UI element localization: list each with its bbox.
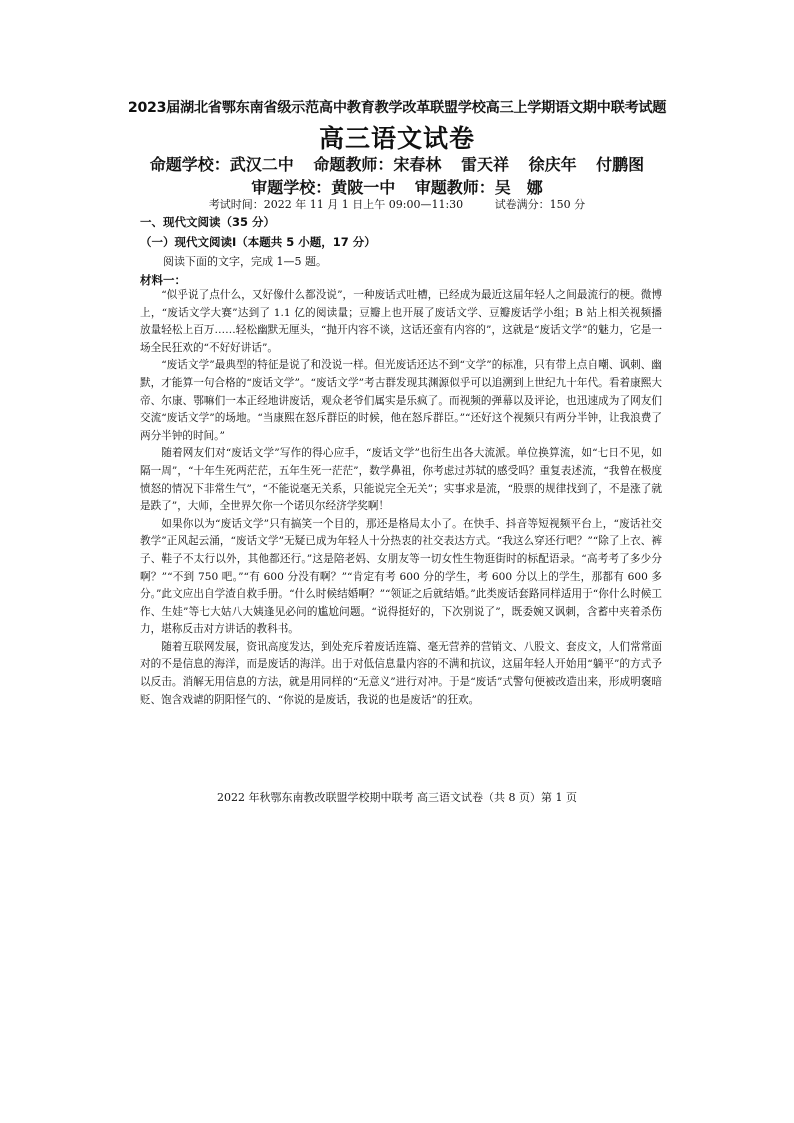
exam-info bbox=[0, 196, 794, 212]
setter-line bbox=[0, 152, 794, 175]
paragraph-4: 如果你以为“废话文学”只有搞笑一个目的，那还是格局太小了。在快手、抖音等短视频平台上，“废话社交教学”正风起云涌，“废话文学”无疑已成为年轻人十分热衷的社交表达方式。“我这么穿还行吧？”“除了上衣、裤子、鞋子不太行以外，其他都还行。”这是陪老妈、女朋友等一切女性生物逛街时的标配语录。“高考考了多少分啊？”“不到 750 吧。”“有 600 分没有啊？”“肯定有考 600 分的学生，考 600 分以上的学生，那都有 600 多分。”此文应出自学渣自救手册。“什么时候结婚啊？”“领证之后就结婚。”此类废话套路同样适用于“你什么时候工作、生娃”等七大姑八大姨逢见必问的尴尬问题。“说得挺好的，下次别说了”，既委婉又讽刺，含蓄中夹着杀伤力，堪称反击对方讲话的教科书。 bbox=[140, 517, 662, 636]
paragraph-3: 随着网友们对“废话文学”写作的得心应手，“废话文学”也衍生出各大流派。单位换算流，如“七日不见，如隔一周”，“十年生死两茫茫，五年生死一茫茫”，数学鼻祖，你考虑过苏轼的感受吗？重复表述流，“我曾在极度愤怒的情况下非常生气”，“不能说毫无关系，只能说完全无关”；实事求是流，“股票的规律找到了，不是涨了就是跌了”，大师，全世界欠你一个诺贝尔经济学奖啊！ bbox=[140, 447, 662, 513]
full-score: 试卷满分：150 分 bbox=[494, 198, 586, 211]
setter-teacher-4: 付鹏图 bbox=[596, 155, 645, 174]
setter-teacher-3: 徐庆年 bbox=[528, 155, 577, 174]
setter-school: 命题学校：武汉二中 bbox=[149, 155, 294, 174]
paragraph-1: “似乎说了点什么，又好像什么都没说”，一种废话式吐槽，已经成为最近这届年轻人之间最流行的梗。微博上，“废话文学大赛”达到了 1.1 亿的阅读量；豆瓣上也开展了废话文学、豆瓣废话学小组；B 站上相关视频播放量轻松上百万……轻松幽默无厘头，“抛开内容不谈，这话还蛮有内容的”，这就是“废话文学”的魅力，它是一场全民狂欢的“不好好讲话”。 bbox=[140, 289, 662, 354]
paragraph-5: 随着互联网发展，资讯高度发达，到处充斥着废话连篇、毫无营养的营销文、八股文、套皮文，人们常常面对的不是信息的海洋，而是废话的海洋。出于对低信息量内容的不满和抗议，这届年轻人开始用“躺平”的方式予以反击。消解无用信息的方法，就是用同样的“无意义”进行对冲。于是“废话”式警句便被改造出来，形成明褒暗贬、饱含戏谑的阴阳怪气的、“你说的是废话，我说的也是废话”的狂欢。 bbox=[140, 640, 662, 706]
instruction-text: 阅读下面的文字，完成 1—5 题。 bbox=[163, 255, 327, 268]
exam-time: 考试时间：2022 年 11 月 1 日上午 09:00—11:30 bbox=[208, 198, 464, 211]
section-heading: 一、现代文阅读（35 分） bbox=[140, 215, 276, 229]
reviewer-line bbox=[0, 175, 794, 198]
reviewer-teacher: 审题教师：吴 娜 bbox=[414, 178, 543, 197]
reviewer-school: 审题学校：黄陂一中 bbox=[251, 178, 396, 197]
subsection-heading: （一）现代文阅读Ⅰ（本题共 5 小题，17 分） bbox=[140, 235, 376, 249]
material-label: 材料一： bbox=[140, 273, 186, 287]
super-title: 2023届湖北省鄂东南省级示范高中教育教学改革联盟学校高三上学期语文期中联考试题 bbox=[127, 100, 667, 116]
paragraph-2: “废话文学”最典型的特征是说了和没说一样。但光废话还达不到“文学”的标准，只有带上点自嘲、讽刺、幽默，才能算一句合格的“废话文学”。“废话文学”考古群发现其渊源似乎可以追溯到上世纪九十年代。看着康熙大帝、尔康、鄂嘛们一本正经地讲废话，观众老爷们属实是乐疯了。而视频的弹幕以及评论，也迅速成为了网友们交流“废话文学”的场地。“当康熙在怒斥群臣的时候，他在怒斥群臣。”“还好这个视频只有两分半钟，让我浪费了两分半钟的时间。” bbox=[140, 359, 662, 442]
page-footer: 2022 年秋鄂东南教改联盟学校期中联考 高三语文试卷（共 8 页）第 1 页 bbox=[217, 791, 577, 804]
material-body bbox=[140, 287, 662, 709]
page-title: 高三语文试卷 bbox=[318, 124, 475, 153]
setter-teacher-2: 雷天祥 bbox=[460, 155, 509, 174]
setter-teacher-1: 命题教师：宋春林 bbox=[313, 155, 442, 174]
